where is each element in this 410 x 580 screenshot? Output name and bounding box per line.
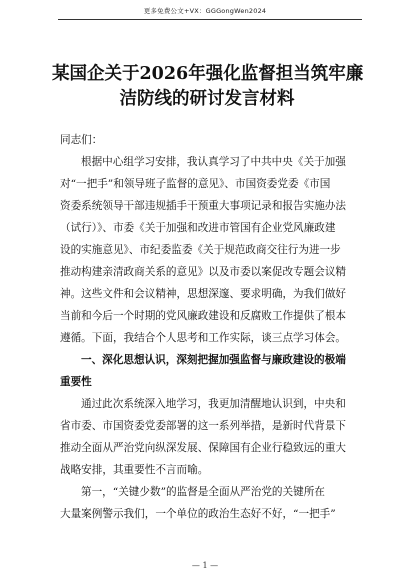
- paragraph-1-line: 当前和今后一个时期的党风廉政建设和反腐败工作提供了根本: [60, 310, 347, 322]
- document-title: [52, 62, 362, 112]
- header-note: 更多免费公文+VX：GGGongWen2024: [143, 7, 267, 15]
- document-body: [60, 129, 360, 525]
- paragraph-2-line: 战略安排，其重要性不言而喻。: [60, 464, 209, 476]
- section-heading-1-line: 重要性: [60, 376, 92, 388]
- paragraph-1-line: （试行）》、市委《关于加强和改进市管国有企业党风廉政建: [60, 222, 336, 234]
- section-heading-1-line: 一、深化思想认识，深刻把握加强监督与廉政建设的极端: [81, 354, 346, 366]
- paragraph-1-line: 神。这些文件和会议精神，思想深邃、要求明确，为我们做好: [60, 288, 347, 300]
- paragraph-1-line: 推动构建亲清政商关系的意见》以及市委以案促改专题会议精: [60, 266, 347, 278]
- paragraph-3-line: 大量案例警示我们，一个单位的政治生态好不好，“一把手”: [60, 508, 336, 520]
- section-heading-1: [60, 349, 360, 393]
- paragraph-1-line: 根据中心组学习安排，我认真学习了中共中央《关于加强: [81, 156, 346, 168]
- paragraph-2-line: 推动全面从严治党向纵深发展、保障国有企业行稳致远的重大: [60, 442, 347, 454]
- page-number: — 1 —: [191, 561, 219, 570]
- greeting: 同志们：: [60, 134, 103, 146]
- paragraph-1: [60, 151, 360, 349]
- paragraph-2: [60, 393, 360, 481]
- paragraph-1-line: 设的实施意见》、市纪委监委《关于规范政商交往行为进一步: [60, 244, 341, 256]
- paragraph-1-line: 遵循。下面，我结合个人思考和工作实际，谈三点学习体会。: [60, 332, 347, 344]
- title-line-2: 洁防线的研讨发言材料: [119, 89, 295, 109]
- header-divider: [58, 19, 362, 20]
- paragraph-3-line: 第一，“关键少数”的监督是全面从严治党的关键所在: [81, 486, 325, 498]
- paragraph-1-line: 对“一把手”和领导班子监督的意见》、市国资委党委《市国: [60, 178, 331, 190]
- title-line-1: 某国企关于2026年强化监督担当筑牢廉: [52, 64, 364, 84]
- paragraph-1-line: 资委系统领导干部违规插手干预重大事项记录和报告实施办法: [60, 200, 347, 212]
- paragraph-2-line: 通过此次系统深入地学习，我更加清醒地认识到，中央和: [81, 398, 346, 410]
- paragraph-2-line: 省市委、市国资委党委部署的这一系列举措，是新时代背景下: [60, 420, 347, 432]
- paragraph-3: [60, 481, 360, 525]
